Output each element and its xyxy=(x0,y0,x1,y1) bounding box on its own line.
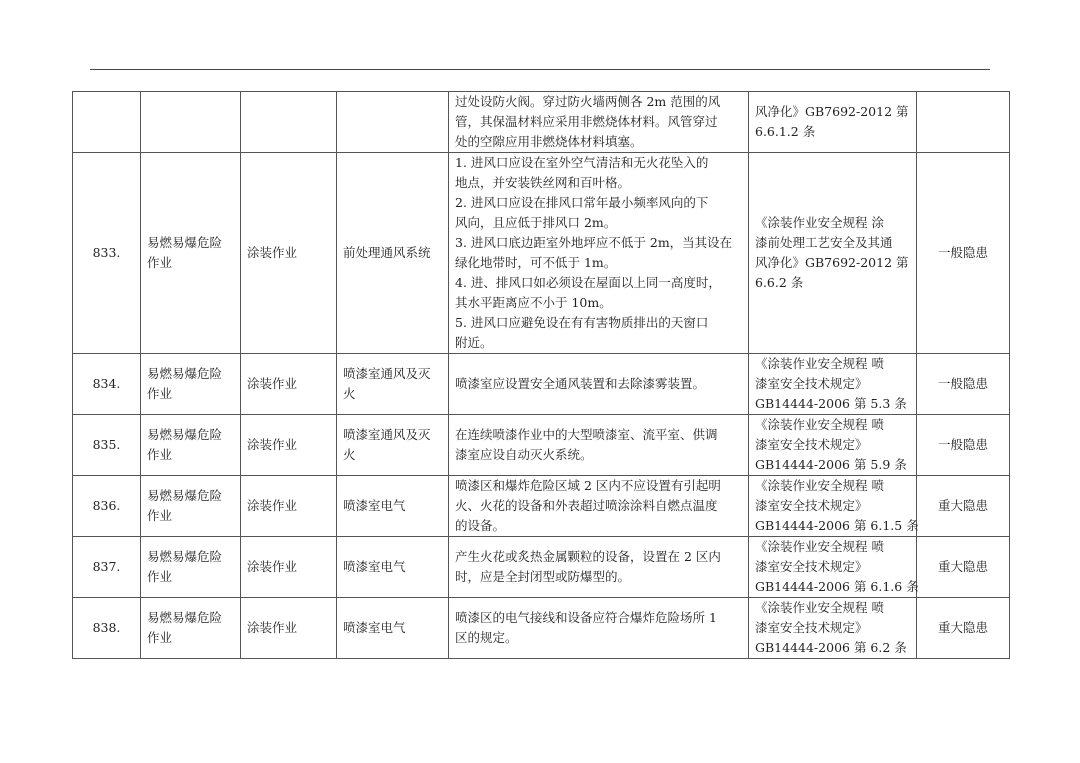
requirement-cell-line: 喷漆区的电气接线和设备应符合爆炸危险场所 1 xyxy=(455,610,717,625)
requirement-cell xyxy=(449,598,749,659)
requirement-cell-line: 地点，并安装铁丝网和百叶格。 xyxy=(455,175,631,190)
row-number: 833. xyxy=(73,153,141,354)
category-cell-line: 易燃易爆危险 xyxy=(147,235,223,250)
table-row xyxy=(73,153,1010,354)
basis-cell-line: GB14444-2006 第 5.3 条 xyxy=(755,396,907,411)
row-number: 836. xyxy=(73,476,141,537)
category-cell xyxy=(141,537,241,598)
hazard-level-cell: 一般隐患 xyxy=(917,153,1010,354)
basis-cell-line: 《涂装作业安全规程 喷 xyxy=(755,478,884,493)
check-item-cell-line: 喷漆室通风及灭 xyxy=(343,427,431,442)
hazard-level-cell: 重大隐患 xyxy=(917,537,1010,598)
row-number xyxy=(73,92,141,153)
basis-cell-line: GB14444-2006 第 6.1.5 条 xyxy=(755,518,919,533)
work-type-cell: 涂装作业 xyxy=(241,354,337,415)
basis-cell-line: 《涂装作业安全规程 喷 xyxy=(755,356,884,371)
work-type-cell: 涂装作业 xyxy=(241,153,337,354)
basis-cell xyxy=(749,598,917,659)
basis-cell-line: 风净化》GB7692-2012 第 xyxy=(755,104,909,119)
hazard-level-cell: 重大隐患 xyxy=(917,476,1010,537)
requirement-cell-line: 1. 进风口应设在室外空气清洁和无火花坠入的 xyxy=(455,155,709,170)
requirement-cell-line: 过处设防火阀。穿过防火墙两侧各 2m 范围的风 xyxy=(455,94,721,109)
check-item-cell xyxy=(337,354,449,415)
basis-cell-line: 6.6.2 条 xyxy=(755,275,804,290)
check-item-cell-line: 火 xyxy=(343,447,356,462)
requirement-cell xyxy=(449,354,749,415)
table-row xyxy=(73,354,1010,415)
basis-cell-line: 《涂装作业安全规程 喷 xyxy=(755,539,884,554)
category-cell-line: 易燃易爆危险 xyxy=(147,366,223,381)
row-number: 837. xyxy=(73,537,141,598)
basis-cell-line: 漆室安全技术规定》 xyxy=(755,376,868,391)
requirement-cell-line: 产生火花或炙热金属颗粒的设备，设置在 2 区内 xyxy=(455,549,721,564)
requirement-cell-line: 4. 进、排风口如必须设在屋面以上同一高度时， xyxy=(455,275,721,290)
basis-cell-line: 漆室安全技术规定》 xyxy=(755,498,868,513)
basis-cell-line: 《涂装作业安全规程 涂 xyxy=(755,215,884,230)
basis-cell-line: 《涂装作业安全规程 喷 xyxy=(755,600,884,615)
category-cell-line: 作业 xyxy=(147,508,173,523)
requirement-cell-line: 绿化地带时，可不低于 1m。 xyxy=(455,255,617,270)
category-cell-line: 作业 xyxy=(147,255,173,270)
basis-cell-line: 漆室安全技术规定》 xyxy=(755,437,868,452)
category-cell-line: 作业 xyxy=(147,447,173,462)
table-row xyxy=(73,598,1010,659)
hazard-level-cell: 一般隐患 xyxy=(917,415,1010,476)
check-item-cell: 前处理通风系统 xyxy=(337,153,449,354)
check-item-cell-line: 喷漆室通风及灭 xyxy=(343,366,431,381)
basis-cell-line: 漆室安全技术规定》 xyxy=(755,620,868,635)
check-item-cell: 喷漆室电气 xyxy=(337,476,449,537)
row-number: 838. xyxy=(73,598,141,659)
check-item-cell: 喷漆室电气 xyxy=(337,537,449,598)
table-row xyxy=(73,476,1010,537)
requirement-cell xyxy=(449,92,749,153)
requirement-cell-line: 火、火花的设备和外表超过喷涂涂料自燃点温度 xyxy=(455,498,718,513)
requirement-cell-line: 5. 进风口应避免设在有有害物质排出的天窗口 xyxy=(455,315,709,330)
requirement-cell-line: 喷漆室应设置安全通风装置和去除漆雾装置。 xyxy=(455,376,706,391)
check-item-cell: 喷漆室电气 xyxy=(337,598,449,659)
basis-cell-line: GB14444-2006 第 6.1.6 条 xyxy=(755,579,919,594)
basis-cell-line: GB14444-2006 第 5.9 条 xyxy=(755,457,907,472)
requirement-cell-line: 的设备。 xyxy=(455,518,506,533)
category-cell-line: 作业 xyxy=(147,630,173,645)
header-rule xyxy=(90,69,990,70)
category-cell xyxy=(141,153,241,354)
requirement-cell-line: 漆室应设自动灭火系统。 xyxy=(455,447,593,462)
work-type-cell: 涂装作业 xyxy=(241,537,337,598)
basis-cell xyxy=(749,537,917,598)
requirement-cell xyxy=(449,476,749,537)
table-row xyxy=(73,415,1010,476)
basis-cell-line: 6.6.1.2 条 xyxy=(755,124,816,139)
requirement-cell-line: 处的空隙应用非燃烧体材料填塞。 xyxy=(455,134,643,149)
row-number: 835. xyxy=(73,415,141,476)
category-cell-line: 易燃易爆危险 xyxy=(147,488,223,503)
requirement-cell xyxy=(449,153,749,354)
check-item-cell xyxy=(337,415,449,476)
requirement-cell-line: 管，其保温材料应采用非燃烧体材料。风管穿过 xyxy=(455,114,718,129)
category-cell-line: 易燃易爆危险 xyxy=(147,610,223,625)
requirement-cell-line: 喷漆区和爆炸危险区域 2 区内不应设置有引起明 xyxy=(455,478,721,493)
requirement-cell-line: 在连续喷漆作业中的大型喷漆室、流平室、供调 xyxy=(455,427,718,442)
work-type-cell: 涂装作业 xyxy=(241,598,337,659)
basis-cell xyxy=(749,92,917,153)
requirement-cell xyxy=(449,537,749,598)
category-cell-line: 作业 xyxy=(147,569,173,584)
category-cell xyxy=(141,92,241,153)
check-item-cell-line: 火 xyxy=(343,386,356,401)
hazard-level-cell xyxy=(917,92,1010,153)
hazard-table xyxy=(72,91,1010,659)
requirement-cell-line: 2. 进风口应设在排风口常年最小频率风向的下 xyxy=(455,195,709,210)
category-cell xyxy=(141,476,241,537)
requirement-cell xyxy=(449,415,749,476)
basis-cell xyxy=(749,354,917,415)
table-row xyxy=(73,92,1010,153)
category-cell-line: 易燃易爆危险 xyxy=(147,427,223,442)
category-cell-line: 易燃易爆危险 xyxy=(147,549,223,564)
work-type-cell xyxy=(241,92,337,153)
requirement-cell-line: 时，应是全封闭型或防爆型的。 xyxy=(455,569,631,584)
basis-cell xyxy=(749,476,917,537)
requirement-cell-line: 风向，且应低于排风口 2m。 xyxy=(455,215,617,230)
requirement-cell-line: 3. 进风口底边距室外地坪应不低于 2m，当其设在 xyxy=(455,235,733,250)
category-cell-line: 作业 xyxy=(147,386,173,401)
work-type-cell: 涂装作业 xyxy=(241,476,337,537)
category-cell xyxy=(141,354,241,415)
hazard-level-cell: 重大隐患 xyxy=(917,598,1010,659)
basis-cell-line: GB14444-2006 第 6.2 条 xyxy=(755,640,907,655)
requirement-cell-line: 其水平距离应不小于 10m。 xyxy=(455,295,612,310)
requirement-cell-line: 区的规定。 xyxy=(455,630,518,645)
check-item-cell xyxy=(337,92,449,153)
category-cell xyxy=(141,598,241,659)
basis-cell-line: 风净化》GB7692-2012 第 xyxy=(755,255,909,270)
basis-cell-line: 《涂装作业安全规程 喷 xyxy=(755,417,884,432)
basis-cell-line: 漆前处理工艺安全及其通 xyxy=(755,235,893,250)
hazard-level-cell: 一般隐患 xyxy=(917,354,1010,415)
basis-cell xyxy=(749,153,917,354)
basis-cell-line: 漆室安全技术规定》 xyxy=(755,559,868,574)
work-type-cell: 涂装作业 xyxy=(241,415,337,476)
row-number: 834. xyxy=(73,354,141,415)
requirement-cell-line: 附近。 xyxy=(455,335,493,350)
table-row xyxy=(73,537,1010,598)
basis-cell xyxy=(749,415,917,476)
category-cell xyxy=(141,415,241,476)
